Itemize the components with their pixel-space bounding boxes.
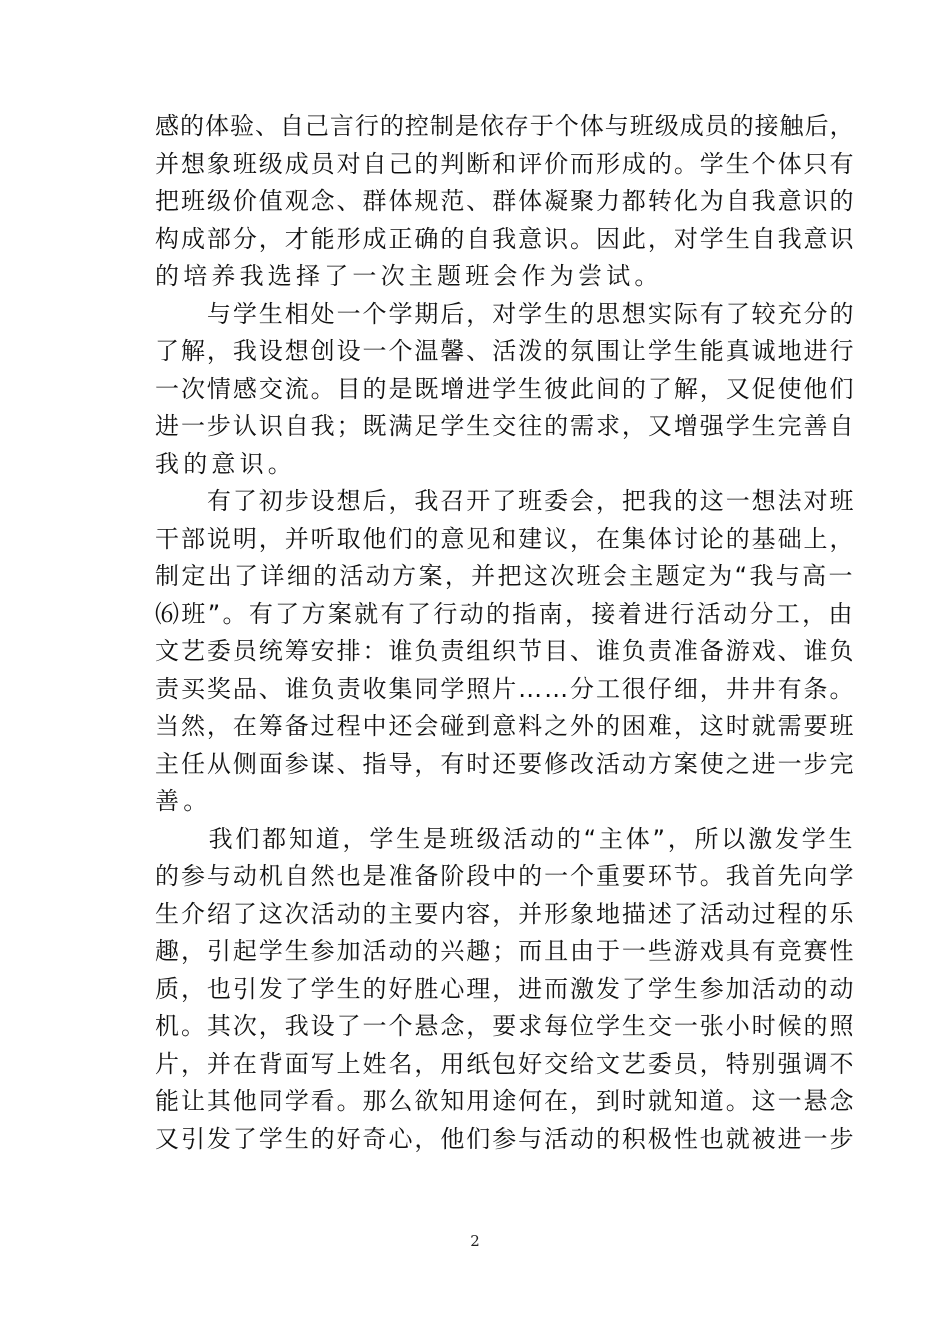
text-line: 质，也引发了学生的好胜心理，进而激发了学生参加活动的动 bbox=[155, 974, 856, 1003]
text-line: 当然，在筹备过程中还会碰到意料之外的困难，这时就需要班 bbox=[155, 712, 856, 740]
page-number: 2 bbox=[470, 1232, 480, 1250]
text-line: 生介绍了这次活动的主要内容，并形象地描述了活动过程的乐 bbox=[155, 899, 856, 928]
text-line: 主任从侧面参谋、指导，有时还要修改活动方案使之进一步完 bbox=[155, 749, 856, 778]
text-line: 又引发了学生的好奇心，他们参与活动的积极性也就被进一步 bbox=[155, 1124, 856, 1153]
text-line: 能让其他同学看。那么欲知用途何在，到时就知道。这一悬念 bbox=[155, 1087, 856, 1115]
text-line: 感的体验、自己言行的控制是依存于个体与班级成员的接触后， bbox=[155, 112, 855, 140]
text-line: ⑹班”。有了方案就有了行动的指南，接着进行活动分工，由 bbox=[155, 599, 855, 628]
text-line: 并想象班级成员对自己的判断和评价而形成的。学生个体只有 bbox=[155, 149, 856, 178]
text-line: 干部说明，并听取他们的意见和建议，在集体讨论的基础上， bbox=[155, 524, 856, 553]
text-line: 一次情感交流。目的是既增进学生彼此间的了解，又促使他们 bbox=[155, 374, 856, 403]
text-line: 制定出了详细的活动方案，并把这次班会主题定为“我与高一 bbox=[155, 562, 855, 590]
text-line: 了解，我设想创设一个温馨、活泼的氛围让学生能真诚地进行 bbox=[155, 337, 856, 365]
text-line: 的培养我选择了一次主题班会作为尝试。 bbox=[155, 262, 663, 290]
text-line: 构成部分，才能形成正确的自我意识。因此，对学生自我意识 bbox=[155, 224, 856, 253]
text-line: 我们都知道，学生是班级活动的“主体”，所以激发学生 bbox=[155, 824, 856, 853]
text-line: 趣，引起学生参加活动的兴趣；而且由于一些游戏具有竞赛性 bbox=[155, 937, 856, 965]
text-line: 片，并在背面写上姓名，用纸包好交给文艺委员，特别强调不 bbox=[155, 1049, 856, 1078]
text-line: 有了初步设想后，我召开了班委会，把我的这一想法对班 bbox=[155, 487, 856, 515]
text-line: 与学生相处一个学期后，对学生的思想实际有了较充分的 bbox=[155, 299, 856, 328]
text-line: 把班级价值观念、群体规范、群体凝聚力都转化为自我意识的 bbox=[155, 187, 856, 215]
text-line: 文艺委员统筹安排：谁负责组织节目、谁负责准备游戏、谁负 bbox=[155, 637, 856, 665]
text-line: 机。其次，我设了一个悬念，要求每位学生交一张小时候的照 bbox=[155, 1012, 856, 1040]
text-line: 善。 bbox=[155, 787, 212, 815]
text-line: 我的意识。 bbox=[155, 449, 296, 478]
text-line: 进一步认识自我；既满足学生交往的需求，又增强学生完善自 bbox=[155, 412, 856, 440]
body-text bbox=[155, 108, 855, 1158]
text-line: 责买奖品、谁负责收集同学照片……分工很仔细，井井有条。 bbox=[155, 674, 856, 703]
text-line: 的参与动机自然也是准备阶段中的一个重要环节。我首先向学 bbox=[155, 862, 856, 890]
